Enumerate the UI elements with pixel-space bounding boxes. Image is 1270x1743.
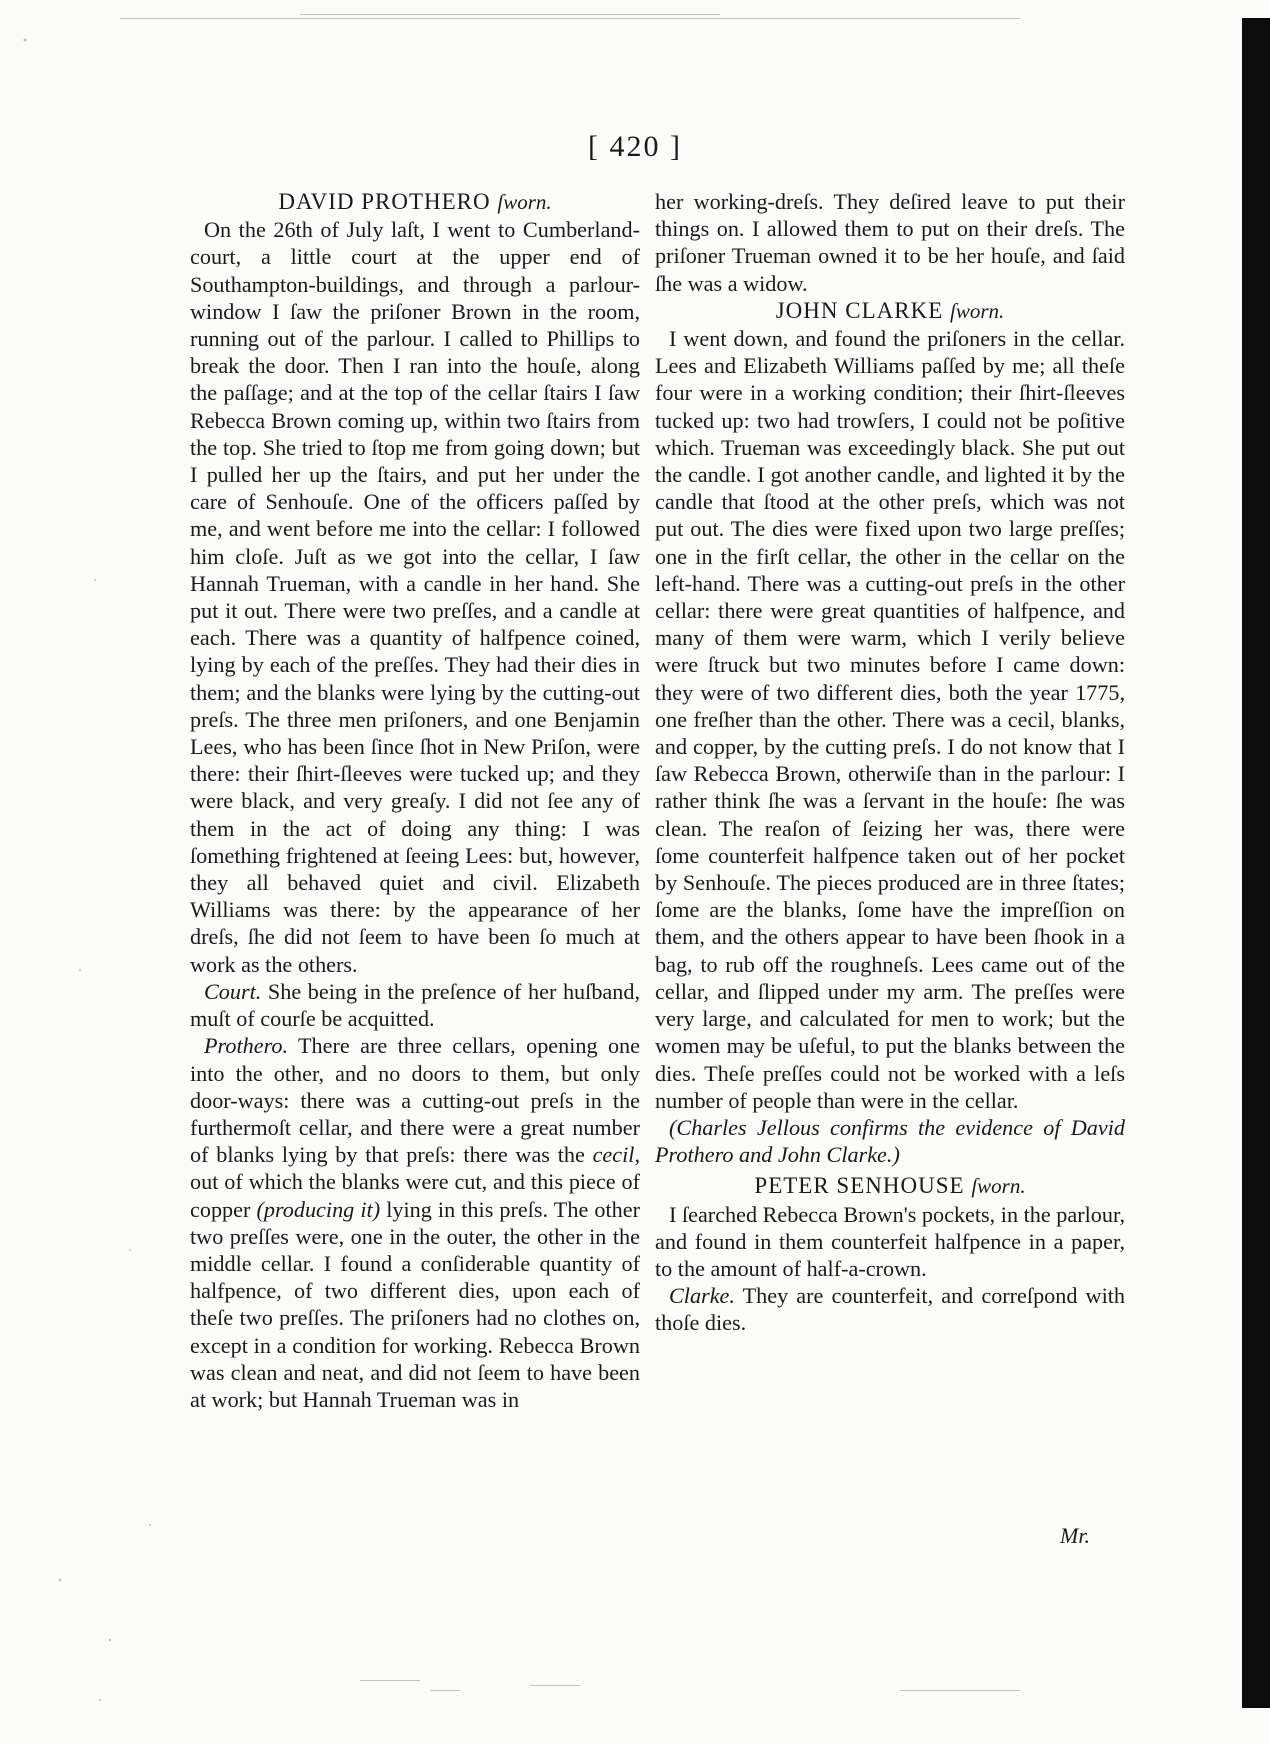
scan-edge-shadow: [1242, 18, 1270, 1708]
testimony-paragraph: On the 26th of July laſt, I went to Cumberland-court, a little court at the upper end of Southampton-buildings, and through a parlour-window I ſaw the priſoner Brown in the room, running out of the parlour. I called to Phillips to break the door. Then I ran into the houſe, along the paſſage; and at the top of the cellar ſtairs I ſaw Rebecca Brown coming up, within two ſtairs from the top. She tried to ſtop me from going down; but I pulled her up the ſtairs, and put her under the care of Senhouſe. One of the officers paſſed by me, and went before me into the cellar: I followed him cloſe. Juſt as we got into the cellar, I ſaw Hannah Trueman, with a candle in her hand. She put it out. There were two preſſes, and a candle at each. There was a quantity of halfpence coined, lying by each of the preſſes. They had their dies in them; and the blanks were lying by the cutting-out preſs. The three men priſoners, and one Benjamin Lees, who has been ſince ſhot in New Priſon, were there: their ſhirt-ſleeves were tucked up; and they were black, and very greaſy. I did not ſee any of them in the act of doing any thing: I was ſomething frightened at ſeeing Lees: but, however, they all behaved quiet and civil. Elizabeth Williams was there: by the appearance of her dreſs, ſhe did not ſeem to have been ſo much at work as the others.: [190, 217, 640, 977]
witness-name: PETER SENHOUSE: [754, 1173, 965, 1199]
editorial-note: (Charles Jellous confirms the evidence of David Prothero and John Clarke.): [655, 1114, 1125, 1168]
clarke-paragraph: [655, 1282, 1125, 1336]
right-column: [655, 188, 1125, 1337]
italic-term: cecil: [592, 1142, 635, 1168]
paragraph-text: She being in the preſence of her huſband, muſt of courſe be acquitted.: [190, 978, 640, 1032]
sworn-label: ſworn.: [950, 298, 1005, 323]
witness-heading-prothero: [190, 188, 640, 216]
witness-heading-clarke: [655, 297, 1125, 325]
sworn-label: ſworn.: [971, 1174, 1026, 1199]
paragraph-text: They are counterfeit, and correſpond with thoſe dies.: [655, 1283, 1125, 1336]
prothero-paragraph: [190, 1032, 640, 1413]
page-number: [ 420 ]: [588, 130, 682, 163]
speaker-label: Clarke.: [669, 1283, 735, 1309]
court-paragraph: [190, 978, 640, 1032]
testimony-paragraph: I ſearched Rebecca Brown's pockets, in the parlour, and found in them counterfeit halfpence in a paper, to the amount of half-a-crown.: [655, 1201, 1125, 1281]
witness-name: JOHN CLARKE: [775, 297, 944, 323]
paragraph-text: lying in this preſs. The other two preſſes were, one in the outer, the other in the middle cellar. I found a conſiderable quantity of halfpence, of two different dies, upon each of theſe two preſſes. The priſoners had no clothes on, except in a condition for working. Rebecca Brown was clean and neat, and did not ſeem to have been at work; but Hannah Trueman was in: [190, 1196, 640, 1412]
speaker-label: Court.: [204, 978, 262, 1004]
speaker-label: Prothero.: [204, 1033, 289, 1059]
witness-name: DAVID PROTHERO: [278, 189, 491, 214]
testimony-paragraph: I went down, and found the priſoners in the cellar. Lees and Elizabeth Williams paſſed by me; all theſe four were in a working condition; their ſhirt-ſleeves tucked up: two had trowſers, I could not be poſitive which. Trueman was exceedingly black. She put out the candle. I got another candle, and lighted it by the candle that ſtood at the other preſs, which was not put out. The dies were fixed upon two large preſſes; one in the firſt cellar, the other in the cellar on the left-hand. There was a cutting-out preſs in the other cellar: there were great quantities of halfpence, and many of them were warm, which I verily believe were ſtruck but two minutes before I came down: they were of two different dies, both the year 1775, one freſher than the other. There was a cecil, blanks, and copper, by the cutting preſs. I do not know that I ſaw Rebecca Brown, otherwiſe than in the parlour: I rather think ſhe was a ſervant in the houſe: ſhe was clean. The reaſon of ſeizing her was, there were ſome counterfeit halfpence taken out of her pocket by Senhouſe. The pieces produced are in three ſtates; ſome are the blanks, ſome have the impreſſion on them, and the others appear to have been ſhook in a bag, to rub off the roughneſs. Lees came out of the cellar, and ſlipped under my arm. The preſſes were very large, and calculated for men to work; but the women may be uſeful, to put the blanks between the dies. Theſe preſſes could not be worked with a leſs number of people than were in the cellar.: [655, 326, 1125, 1113]
italic-aside: (producing it): [256, 1196, 381, 1222]
paragraph-text: There are three cellars, opening one into the other, and no doors to them, but only door-ways: there was a cutting-out preſs in the furthermoſt cellar, and there were a great number of blanks lying by that preſs: there was the: [190, 1033, 640, 1168]
sworn-label: ſworn.: [497, 190, 552, 214]
left-column: [190, 188, 640, 1413]
continued-paragraph: her working-dreſs. They deſired leave to put their things on. I allowed them to put on their dreſs. The priſoner Trueman owned it to be her houſe, and ſaid ſhe was a widow.: [655, 189, 1125, 296]
catchword: Mr.: [1060, 1523, 1090, 1548]
witness-heading-senhouse: [655, 1172, 1125, 1200]
paragraph-text: , out of which the blanks were cut, and this piece of copper: [190, 1142, 640, 1222]
